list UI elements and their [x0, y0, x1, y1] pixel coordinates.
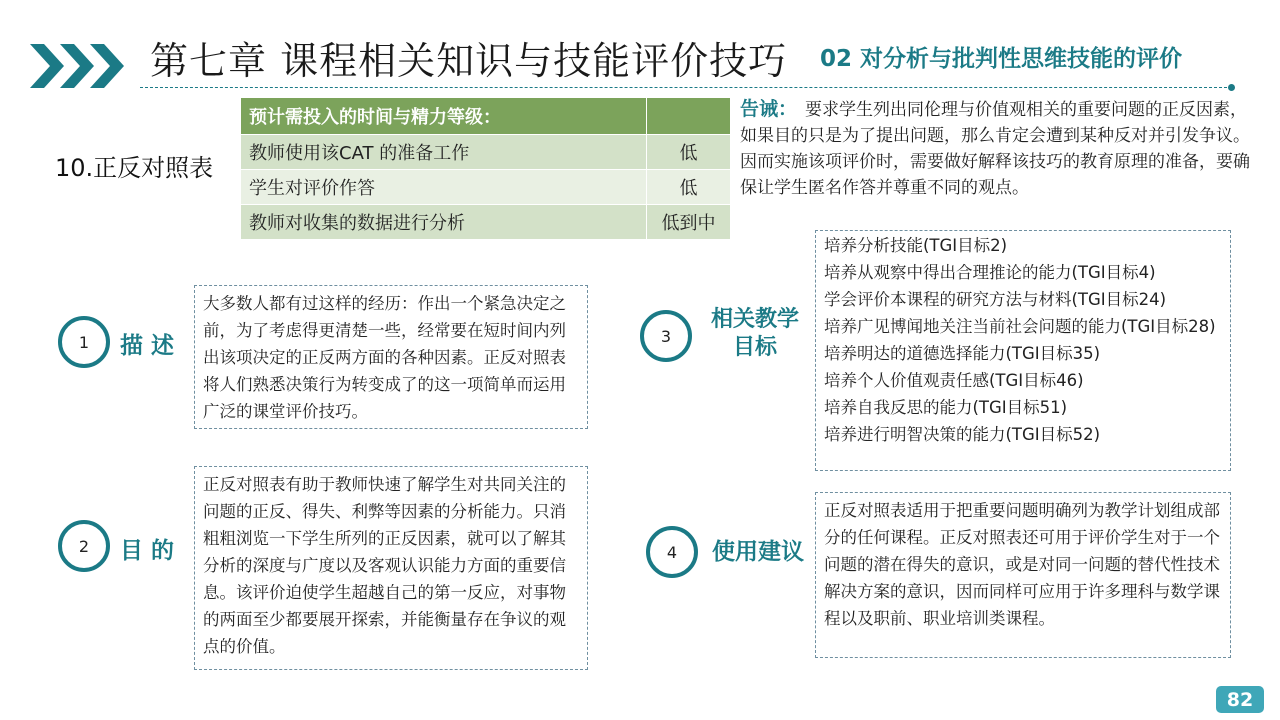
usage-label: 使用建议 [712, 539, 804, 565]
triple-chevron-right-icon [30, 42, 130, 90]
describe-text: 大多数人都有过这样的经历：作出一个紧急决定之前，为了考虑得更清楚一些，经常要在短时间内列出该项决定的正反两方面的各种因素。正反对照表将人们熟悉决策行为转变成了的这一项简单而运用广泛的课堂评价技巧。 [203, 294, 566, 421]
step-number-circle [646, 526, 698, 578]
table-row [241, 170, 731, 205]
table-header-empty-cell [647, 98, 731, 135]
step-number: 3 [660, 326, 672, 346]
purpose-text: 正反对照表有助于教师快速了解学生对共同关注的问题的正反、得失、利弊等因素的分析能力。只消粗粗浏览一下学生所列的正反因素，就可以了解其分析的深度与广度以及客观认识能力方面的重要信息。该评价迫使学生超越自己的第一反应，对事物的两面至少都要展开探索，并能衡量存在争议的观点的价值。 [203, 475, 566, 656]
list-item: 培养自我反思的能力(TGI目标51) [824, 398, 1068, 417]
effort-level-table [240, 97, 731, 240]
table-header-cell: 预计需投入的时间与精力等级： [241, 98, 647, 135]
goals-label-line1: 相关教学 [710, 307, 799, 332]
step-number-circle [58, 520, 110, 572]
table-cell-item: 教师使用该CAT 的准备工作 [241, 135, 647, 170]
step-number: 1 [78, 332, 90, 352]
table-cell-level: 低到中 [647, 205, 731, 240]
list-item: 培养个人价值观责任感(TGI目标46) [824, 371, 1084, 390]
table-header-row [241, 98, 731, 135]
table-row [241, 205, 731, 240]
list-item: 培养广见博闻地关注当前社会问题的能力(TGI目标28) [824, 317, 1216, 336]
table-cell-level: 低 [647, 135, 731, 170]
step-number: 2 [78, 536, 90, 556]
cat-title: 10.正反对照表 [55, 154, 214, 182]
table-cell-item: 学生对评价作答 [241, 170, 647, 205]
header-divider-dot [1228, 84, 1235, 91]
table-cell-item: 教师对收集的数据进行分析 [241, 205, 647, 240]
page-number-badge [1216, 686, 1264, 713]
describe-box [194, 285, 588, 429]
caution-note [740, 96, 1250, 201]
step-number-circle [640, 310, 692, 362]
goals-box [815, 230, 1231, 471]
list-item: 培养分析技能(TGI目标2) [824, 236, 1008, 255]
table-cell-level: 低 [647, 170, 731, 205]
section-subtitle: 02 对分析与批判性思维技能的评价 [820, 46, 1183, 72]
header-divider [140, 87, 1232, 88]
goals-label [700, 306, 810, 362]
list-item: 培养进行明智决策的能力(TGI目标52) [824, 425, 1101, 444]
goals-list [824, 232, 1222, 448]
usage-text: 正反对照表适用于把重要问题明确列为教学计划组成部分的任何课程。正反对照表还可用于评价学生对于一个问题的潜在得失的意识，或是对同一问题的替代性技术解决方案的意识，因而同样可应用于许多理科与数学课程以及职前、职业培训类课程。 [824, 501, 1220, 628]
page-number: 82 [1226, 688, 1254, 711]
usage-box [815, 492, 1231, 658]
table-row [241, 135, 731, 170]
page-title: 第七章 课程相关知识与技能评价技巧 [150, 39, 788, 83]
list-item: 培养明达的道德选择能力(TGI目标35) [824, 344, 1101, 363]
list-item: 学会评价本课程的研究方法与材料(TGI目标24) [824, 290, 1167, 309]
describe-label: 描 述 [120, 333, 175, 359]
purpose-label: 目 的 [120, 538, 175, 564]
list-item: 培养从观察中得出合理推论的能力(TGI目标4) [824, 263, 1156, 282]
caution-text: 要求学生列出同伦理与价值观相关的重要问题的正反因素，如果目的只是为了提出问题，那么肯定会遭到某种反对并引发争议。因而实施该项评价时，需要做好解释该技巧的教育原理的准备，要确保让学生匿名作答并尊重不同的观点。 [740, 100, 1250, 198]
caution-label: 告诫： [740, 98, 798, 120]
purpose-box [194, 466, 588, 670]
step-number: 4 [666, 542, 678, 562]
goals-label-line2: 目标 [732, 335, 777, 360]
step-number-circle [58, 316, 110, 368]
